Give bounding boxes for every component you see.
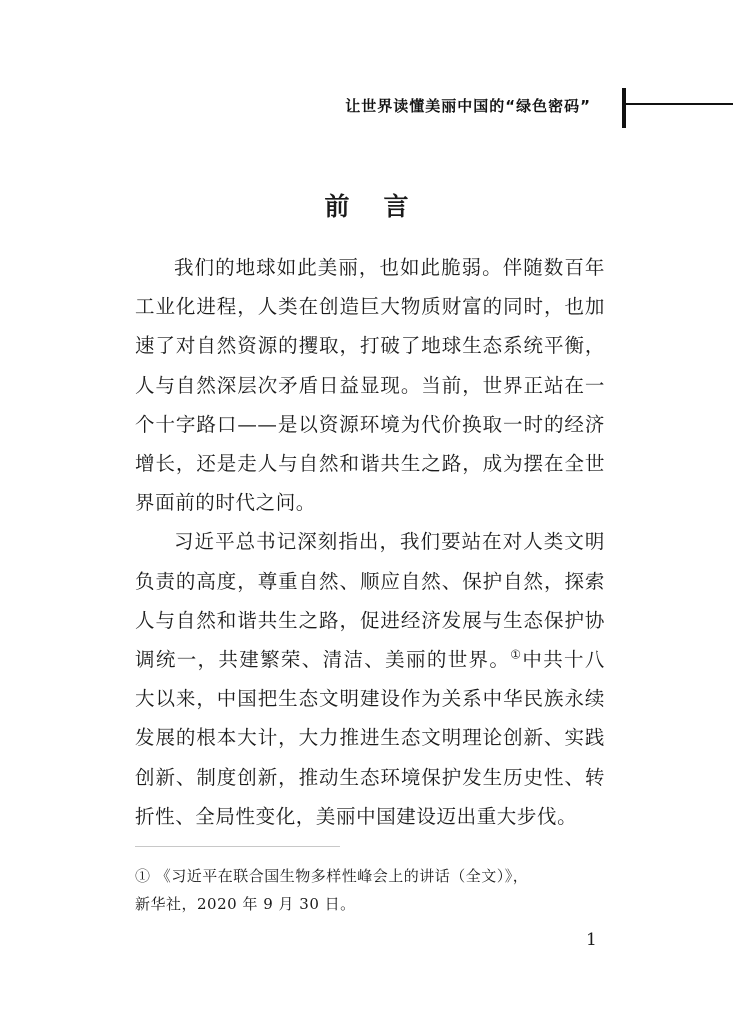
footnote (135, 862, 605, 918)
footnote-line-2: 新华社，2020 年 9 月 30 日。 (135, 895, 356, 913)
footnote-divider (135, 846, 340, 847)
running-header-title: 让世界读懂美丽中国的“绿色密码” (345, 97, 591, 115)
footnote-citation: 《习近平在联合国生物多样性峰会上的讲话（全文）》， (155, 867, 529, 885)
paragraph-2-text-b: 中共十八大以来，中国把生态文明建设作为关系中华民族永续发展的根本大计，大力推进生态文明理论创新、实践创新、制度创新，推动生态环境保护发生历史性、转折性、全局性变化，美丽中国建设迈出重大步伐。 (135, 648, 605, 828)
paragraph-2-text-a: 习近平总书记深刻指出，我们要站在对人类文明负责的高度，尊重自然、顺应自然、保护自然，探索人与自然和谐共生之路，促进经济发展与生态保护协调统一，共建繁荣、清洁、美丽的世界。 (135, 530, 605, 672)
header-horizontal-rule (626, 103, 733, 105)
header-vertical-rule (622, 88, 626, 128)
page-title: 前言 (324, 191, 443, 221)
body-text (135, 248, 605, 836)
footnote-mark: ① (135, 867, 151, 885)
paragraph-1: 我们的地球如此美丽，也如此脆弱。伴随数百年工业化进程，人类在创造巨大物质财富的同时，也加速了对自然资源的攫取，打破了地球生态系统平衡，人与自然深层次矛盾日益显现。当前，世界正站在一个十字路口——是以资源环境为代价换取一时的经济增长，还是走人与自然和谐共生之路，成为摆在全世界面前的时代之问。 (135, 256, 605, 515)
page-number: 1 (586, 930, 597, 950)
paragraph-2 (135, 522, 605, 836)
footnote-line-1 (135, 862, 605, 890)
footnote-reference[interactable]: ① (510, 647, 523, 662)
